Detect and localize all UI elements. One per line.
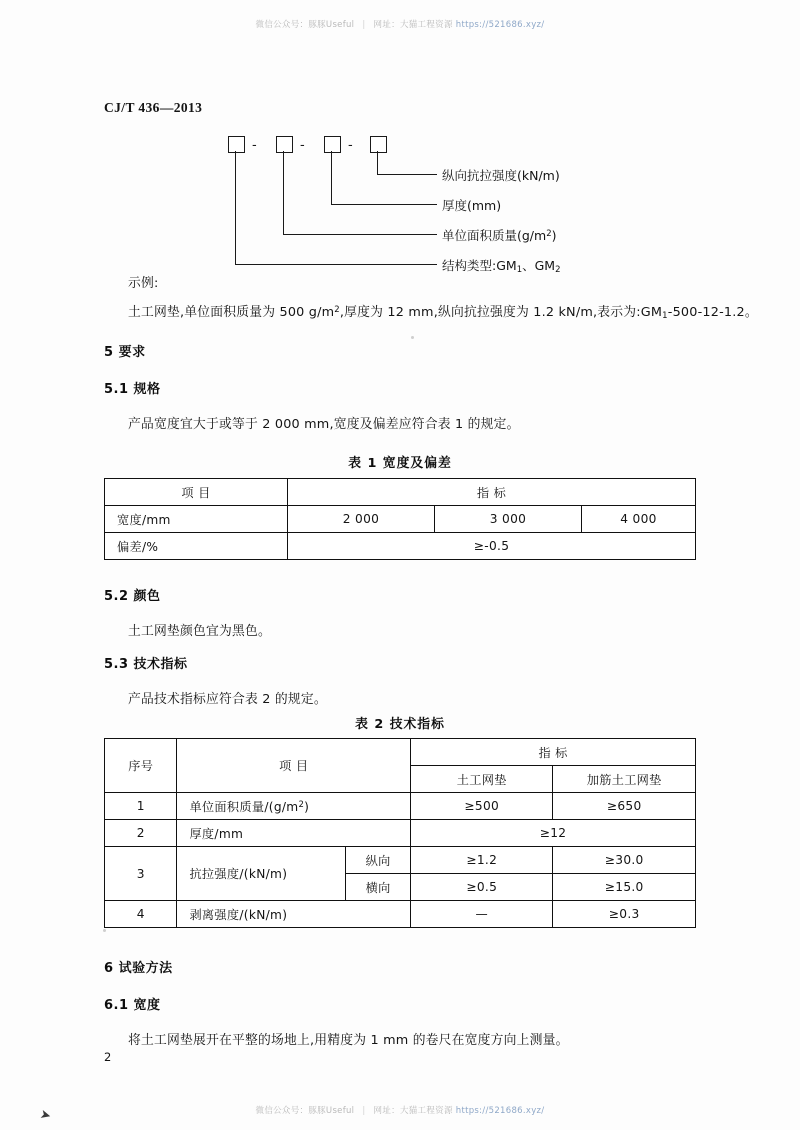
table-row bbox=[105, 479, 696, 506]
designation-diagram bbox=[104, 128, 704, 288]
table2-row1-v1: ≥500 bbox=[411, 793, 553, 820]
table2-header-sub2: 加筋土工网垫 bbox=[553, 766, 696, 793]
example-text: 土工网垫,单位面积质量为 500 $g/m^2$,厚度为 12 mm,纵向抗拉强度为 1.2 kN/m,表示为$:GM_1-500-12-1.2$。 bbox=[128, 305, 758, 321]
table2-row2-no: 2 bbox=[105, 820, 177, 847]
designation-box-1 bbox=[228, 136, 245, 153]
table-row bbox=[105, 901, 696, 928]
diagram-label-structure-type: 结构类型$:GM_1$、$GM_2$ bbox=[442, 258, 561, 275]
table1-row2-label: 偏差/% bbox=[105, 533, 288, 560]
section-6-1-heading: 6.1 宽度 bbox=[104, 998, 161, 1013]
table2-header-no: 序号 bbox=[105, 739, 177, 793]
table-row bbox=[105, 739, 696, 766]
table2-row3-v1b: ≥0.5 bbox=[411, 874, 553, 901]
table-width-and-deviation bbox=[104, 478, 696, 560]
watermark-top-mid: 网址：大猫工程资源 bbox=[373, 20, 453, 30]
table1-row1-label: 宽度/mm bbox=[105, 506, 288, 533]
table2-row1-no: 1 bbox=[105, 793, 177, 820]
leader-line-h-4 bbox=[235, 264, 437, 265]
table-row bbox=[105, 847, 696, 874]
leader-line-v-3 bbox=[283, 151, 284, 234]
example-title: 示例: bbox=[128, 276, 159, 291]
scan-artifact-dot-2 bbox=[103, 929, 106, 932]
section-6-heading: 6 试验方法 bbox=[104, 961, 173, 976]
leader-line-v-1 bbox=[377, 151, 378, 174]
table2-row1-item: 单位面积质量$/(g/m^2)$ bbox=[177, 793, 411, 820]
table2-row3-v2a: ≥30.0 bbox=[553, 847, 696, 874]
table2-row3-dir1: 纵向 bbox=[346, 847, 411, 874]
table1-row1-v1: 2 000 bbox=[288, 506, 435, 533]
table1-header-index: 指 标 bbox=[288, 479, 696, 506]
leader-line-v-4 bbox=[235, 151, 236, 264]
designation-dash-3: - bbox=[348, 138, 353, 153]
watermark-top bbox=[0, 18, 800, 30]
scan-artifact-dot bbox=[411, 336, 414, 339]
designation-box-2 bbox=[276, 136, 293, 153]
table-2-caption: 表 2 技术指标 bbox=[355, 717, 445, 732]
table2-row3-item: 抗拉强度/(kN/m) bbox=[177, 847, 346, 901]
table-1-caption: 表 1 宽度及偏差 bbox=[348, 456, 452, 471]
table2-row1-v2: ≥650 bbox=[553, 793, 696, 820]
table2-header-index: 指 标 bbox=[411, 739, 696, 766]
designation-dash-1: - bbox=[252, 138, 257, 153]
watermark-bottom bbox=[0, 1104, 800, 1116]
table1-row1-v2: 3 000 bbox=[435, 506, 582, 533]
table-row bbox=[105, 793, 696, 820]
table2-row4-v1: — bbox=[411, 901, 553, 928]
watermark-bottom-url: https://521686.xyz/ bbox=[455, 1106, 545, 1116]
section-5-1-heading: 5.1 规格 bbox=[104, 382, 161, 397]
table-row bbox=[105, 506, 696, 533]
watermark-sep-bottom: | bbox=[362, 1106, 366, 1116]
table2-row3-no: 3 bbox=[105, 847, 177, 901]
watermark-top-url: https://521686.xyz/ bbox=[455, 20, 545, 30]
table-row bbox=[105, 820, 696, 847]
section-5-heading: 5 要求 bbox=[104, 345, 146, 360]
leader-line-h-3 bbox=[283, 234, 437, 235]
table-row bbox=[105, 533, 696, 560]
table1-row1-v3: 4 000 bbox=[582, 506, 696, 533]
table2-header-item: 项 目 bbox=[177, 739, 411, 793]
table-technical-indices bbox=[104, 738, 696, 928]
section-5-3-text: 产品技术指标应符合表 2 的规定。 bbox=[128, 692, 327, 707]
table1-header-item: 项 目 bbox=[105, 479, 288, 506]
section-6-1-text: 将土工网垫展开在平整的场地上,用精度为 1 mm 的卷尺在宽度方向上测量。 bbox=[128, 1033, 569, 1048]
section-5-2-text: 土工网垫颜色宜为黑色。 bbox=[128, 624, 271, 639]
section-5-3-heading: 5.3 技术指标 bbox=[104, 657, 188, 672]
diagram-label-thickness: 厚度(mm) bbox=[442, 198, 502, 213]
watermark-bottom-mid: 网址：大猫工程资源 bbox=[373, 1106, 453, 1116]
section-5-2-heading: 5.2 颜色 bbox=[104, 589, 161, 604]
section-5-1-text: 产品宽度宜大于或等于 2 000 mm,宽度及偏差应符合表 1 的规定。 bbox=[128, 417, 520, 432]
leader-line-h-1 bbox=[377, 174, 437, 175]
table2-row4-no: 4 bbox=[105, 901, 177, 928]
watermark-top-left: 微信公众号：豚豚Useful bbox=[255, 20, 355, 30]
table2-row4-item: 剥离强度/(kN/m) bbox=[177, 901, 411, 928]
table2-row2-item: 厚度/mm bbox=[177, 820, 411, 847]
designation-box-3 bbox=[324, 136, 341, 153]
diagram-label-tensile-strength: 纵向抗拉强度(kN/m) bbox=[442, 168, 560, 183]
table2-header-sub1: 土工网垫 bbox=[411, 766, 553, 793]
table1-row2-v1: ≥-0.5 bbox=[288, 533, 696, 560]
designation-box-4 bbox=[370, 136, 387, 153]
leader-line-v-2 bbox=[331, 151, 332, 204]
table2-row3-v2b: ≥15.0 bbox=[553, 874, 696, 901]
leader-line-h-2 bbox=[331, 204, 437, 205]
diagram-label-unit-mass: 单位面积质量$(g/m^2)$ bbox=[442, 228, 557, 243]
table2-row3-v1a: ≥1.2 bbox=[411, 847, 553, 874]
document-number: CJ/T 436—2013 bbox=[104, 100, 203, 115]
table2-row2-merged: ≥12 bbox=[411, 820, 696, 847]
page-number: 2 bbox=[104, 1050, 112, 1064]
watermark-bottom-left: 微信公众号：豚豚Useful bbox=[255, 1106, 355, 1116]
designation-dash-2: - bbox=[300, 138, 305, 153]
table2-row4-v2: ≥0.3 bbox=[553, 901, 696, 928]
table2-row3-dir2: 横向 bbox=[346, 874, 411, 901]
watermark-sep: | bbox=[362, 20, 366, 30]
corner-scan-mark: ➤ bbox=[38, 1106, 53, 1125]
